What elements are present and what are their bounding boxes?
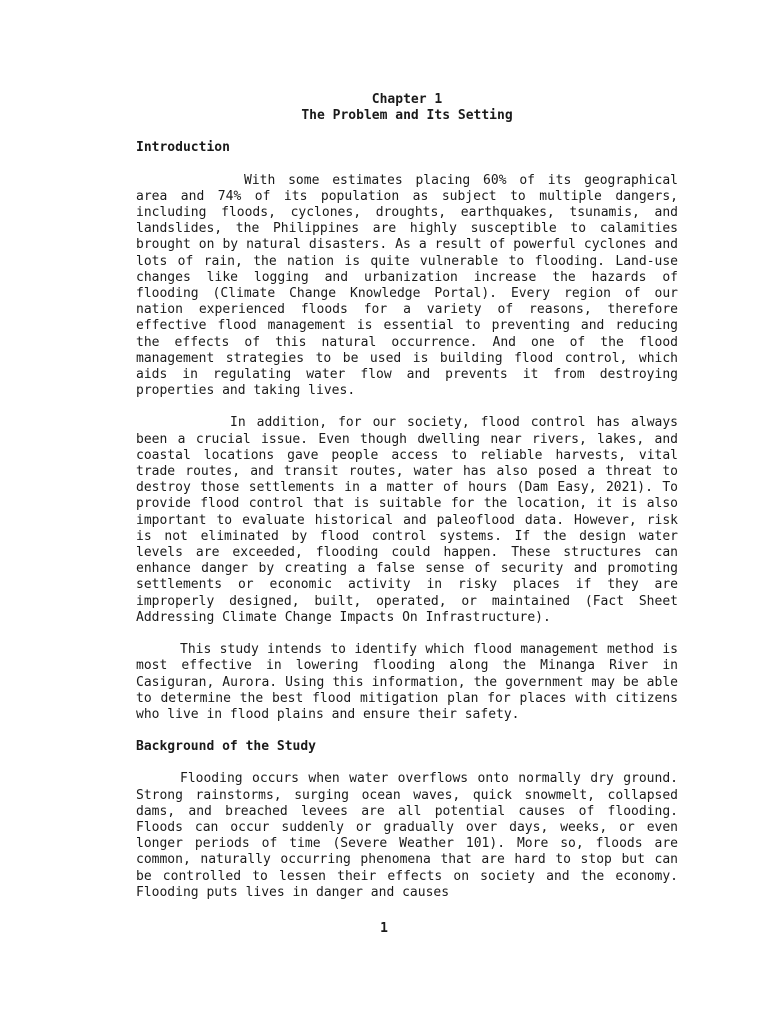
intro-paragraph-1: With some estimates placing 60% of its geographical area and 74% of its population as subject to multiple dangers, including floods, cyclones, droughts, earthquakes, tsunamis, and landslides, the Philippines are highly susceptible to calamities brought on by natural disasters. As a result of powerful cyclones and lots of rain, the nation is quite vulnerable to flooding. Land-use changes like logging and urbanization increase the hazards of flooding (Climate Change Knowledge Portal). Every region of our nation experienced floods for a variety of reasons, therefore effective flood management is essential to preventing and reducing the effects of this natural occurrence. And one of the flood management strategies to be used is building flood control, which aids in regulating water flow and prevents it from destroying properties and taking lives. [136, 172, 678, 399]
section-heading-background: Background of the Study [136, 739, 317, 755]
intro-paragraph-3: This study intends to identify which flood management method is most effective in lowering flooding along the Minanga River in Casiguran, Aurora. Using this information, the government may be able to determine the best flood mitigation plan for places with citizens who live in flood plains and ensure their safety. [136, 642, 678, 722]
page-content [136, 92, 678, 901]
chapter-label: Chapter 1 [371, 92, 443, 107]
intro-paragraph-2: In addition, for our society, flood control has always been a crucial issue. Even though dwelling near rivers, lakes, and coastal locations gave people access to reliable harvests, vital trade routes, and transit routes, water has also posed a threat to destroy those settlements in a matter of hours (Dam Easy, 2021). To provide flood control that is suitable for the location, it is also important to evaluate historical and paleoflood data. However, risk is not eliminated by flood control systems. If the design water levels are exceeded, flooding could happen. These structures can enhance danger by creating a false sense of security and promoting settlements or economic activity in risky places if they are improperly designed, built, operated, or maintained (Fact Sheet Addressing Climate Change Impacts On Infrastructure). [136, 415, 678, 625]
page-number: 1 [380, 921, 388, 936]
background-paragraph-1: Flooding occurs when water overflows onto normally dry ground. Strong rainstorms, surging ocean waves, quick snowmelt, collapsed dams, and breached levees are all potential causes of flooding. Floods can occur suddenly or gradually over days, weeks, or even longer periods of time (Severe Weather 101). More so, floods are common, naturally occurring phenomena that are hard to stop but can be controlled to lessen their effects on society and the economy. Flooding puts lives in danger and causes [136, 771, 678, 900]
chapter-title: The Problem and Its Setting [301, 108, 513, 124]
section-heading-introduction: Introduction [136, 140, 230, 156]
